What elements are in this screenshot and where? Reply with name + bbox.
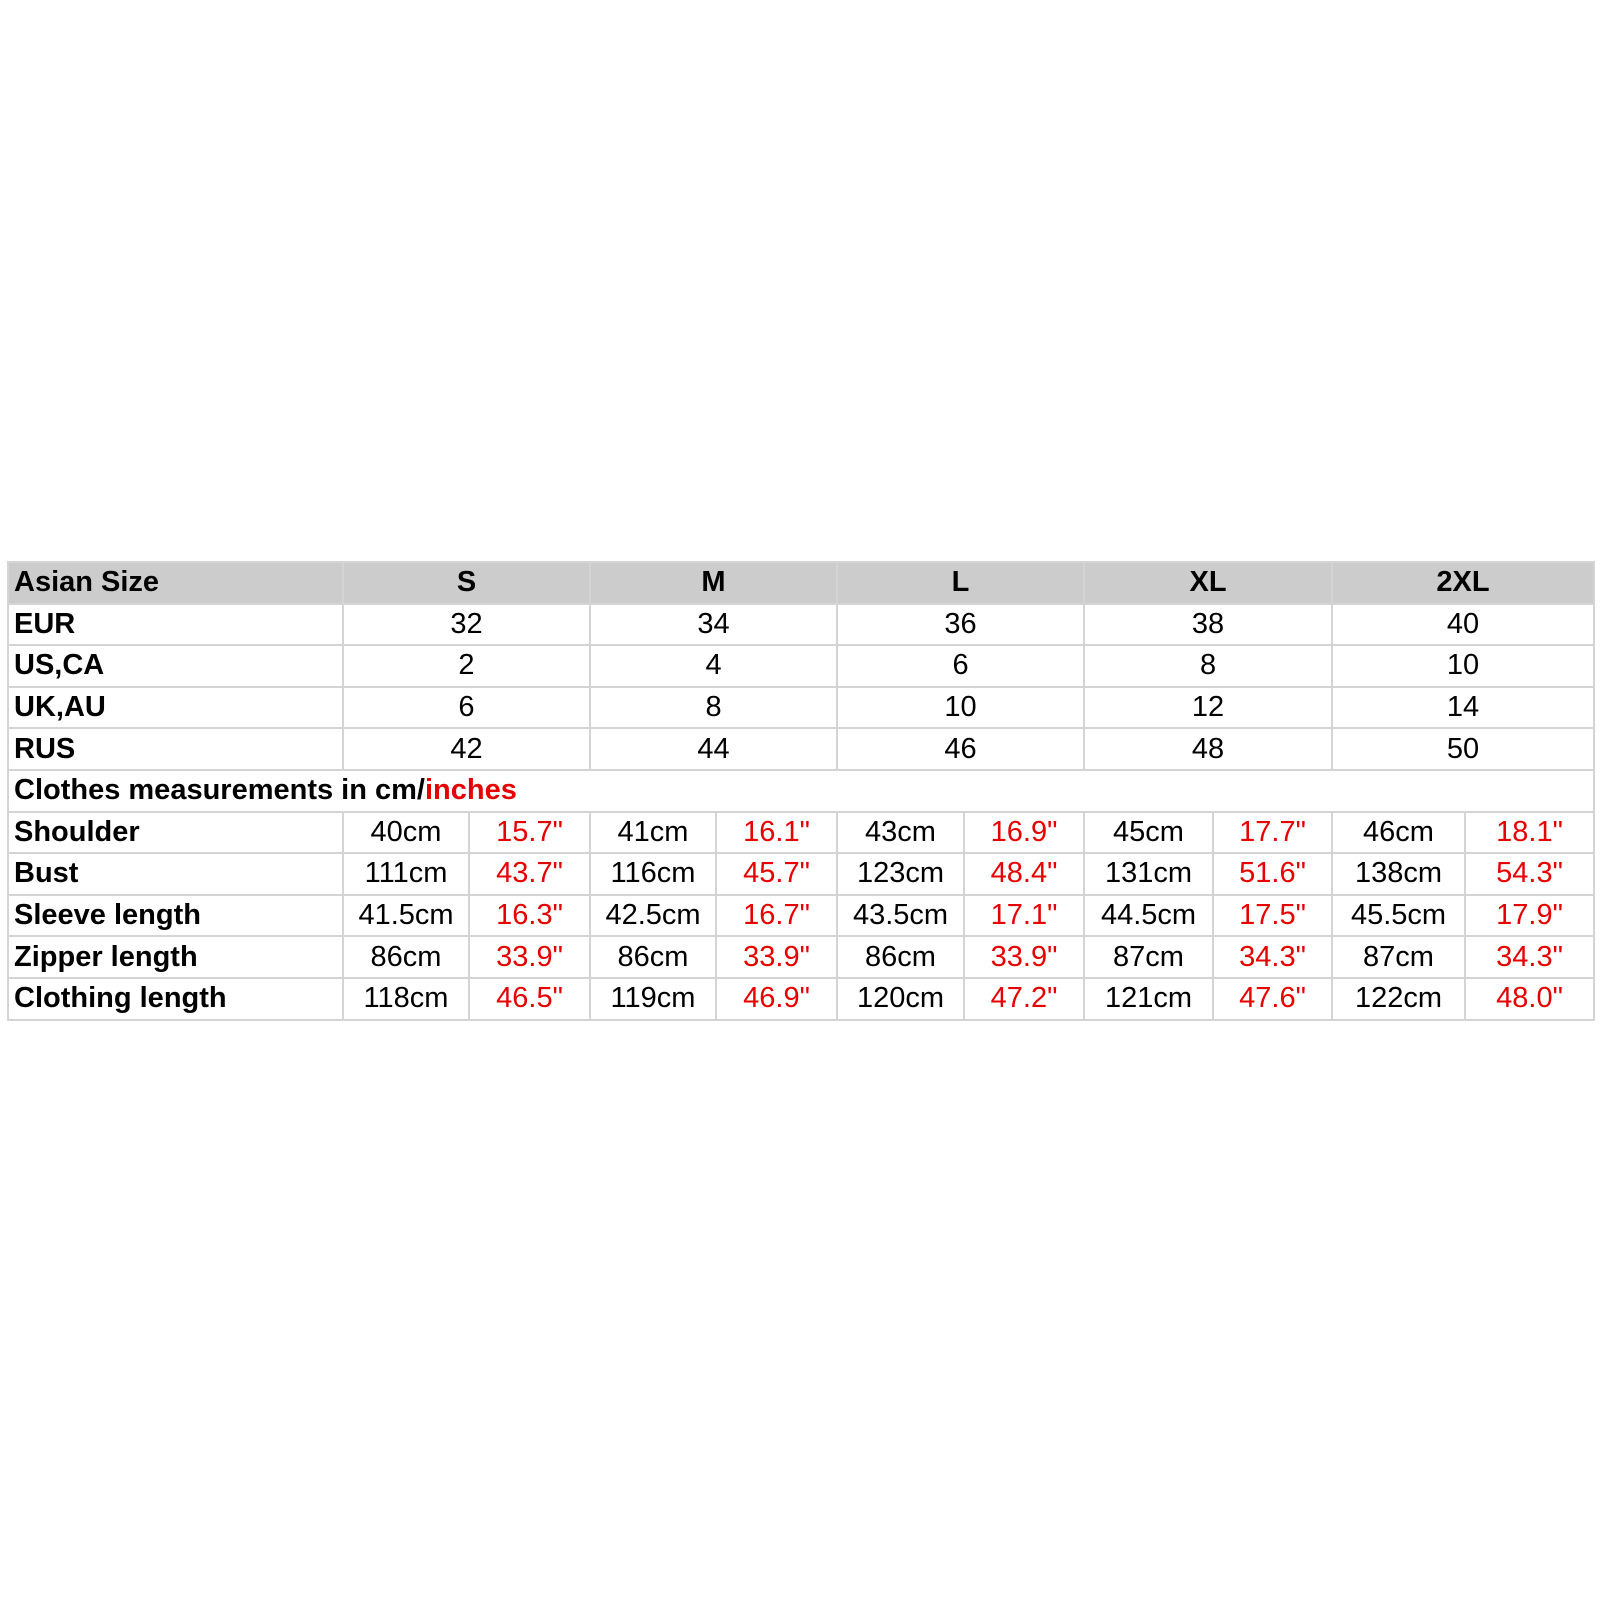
clothing-length-label: Clothing length <box>8 978 343 1020</box>
shoulder-s-inches: 15.7" <box>469 812 590 854</box>
sleeve-length-s-inches: 16.3" <box>469 895 590 937</box>
uk-au-m-cell: 8 <box>590 687 837 729</box>
sleeve-length-l-cm: 43.5cm <box>837 895 964 937</box>
bust-xl-cm: 131cm <box>1084 853 1213 895</box>
asian-size-label: Asian Size <box>8 562 343 604</box>
bust-xl-inches: 51.6" <box>1213 853 1332 895</box>
bust-label: Bust <box>8 853 343 895</box>
us-ca-s-cell: 2 <box>343 645 590 687</box>
eur-row <box>8 604 1594 646</box>
size-l-header: L <box>837 562 1084 604</box>
sleeve-length-xl-cm: 44.5cm <box>1084 895 1213 937</box>
zipper-length-2xl-cm: 87cm <box>1332 936 1465 978</box>
size-chart-table <box>7 561 1595 1021</box>
us-ca-2xl-cell: 10 <box>1332 645 1594 687</box>
zipper-length-xl-inches: 34.3" <box>1213 936 1332 978</box>
rus-2xl-cell: 50 <box>1332 728 1594 770</box>
uk-au-l-cell: 10 <box>837 687 1084 729</box>
clothing-length-m-cm: 119cm <box>590 978 716 1020</box>
zipper-length-s-inches: 33.9" <box>469 936 590 978</box>
clothing-length-l-cm: 120cm <box>837 978 964 1020</box>
rus-s-cell: 42 <box>343 728 590 770</box>
zipper-length-l-cm: 86cm <box>837 936 964 978</box>
rus-label: RUS <box>8 728 343 770</box>
size-header-row <box>8 562 1594 604</box>
measurements-title <box>8 770 1594 812</box>
eur-2xl-cell: 40 <box>1332 604 1594 646</box>
clothing-length-2xl-cm: 122cm <box>1332 978 1465 1020</box>
sleeve-length-2xl-inches: 17.9" <box>1465 895 1594 937</box>
sleeve-length-l-inches: 17.1" <box>964 895 1084 937</box>
bust-l-cm: 123cm <box>837 853 964 895</box>
zipper-length-row <box>8 936 1594 978</box>
size-2xl-header: 2XL <box>1332 562 1594 604</box>
shoulder-l-cm: 43cm <box>837 812 964 854</box>
us-ca-label: US,CA <box>8 645 343 687</box>
shoulder-m-cm: 41cm <box>590 812 716 854</box>
uk-au-2xl-cell: 14 <box>1332 687 1594 729</box>
bust-m-cm: 116cm <box>590 853 716 895</box>
measurements-title-row <box>8 770 1594 812</box>
sleeve-length-m-inches: 16.7" <box>716 895 837 937</box>
shoulder-2xl-cm: 46cm <box>1332 812 1465 854</box>
sleeve-length-xl-inches: 17.5" <box>1213 895 1332 937</box>
zipper-length-label: Zipper length <box>8 936 343 978</box>
zipper-length-s-cm: 86cm <box>343 936 469 978</box>
shoulder-label: Shoulder <box>8 812 343 854</box>
eur-xl-cell: 38 <box>1084 604 1332 646</box>
rus-m-cell: 44 <box>590 728 837 770</box>
measurements-title-inches: inches <box>424 774 517 807</box>
uk-au-row <box>8 687 1594 729</box>
us-ca-m-cell: 4 <box>590 645 837 687</box>
bust-2xl-inches: 54.3" <box>1465 853 1594 895</box>
clothing-length-row <box>8 978 1594 1020</box>
shoulder-s-cm: 40cm <box>343 812 469 854</box>
us-ca-xl-cell: 8 <box>1084 645 1332 687</box>
bust-s-inches: 43.7" <box>469 853 590 895</box>
sleeve-length-m-cm: 42.5cm <box>590 895 716 937</box>
clothing-length-xl-cm: 121cm <box>1084 978 1213 1020</box>
shoulder-2xl-inches: 18.1" <box>1465 812 1594 854</box>
shoulder-l-inches: 16.9" <box>964 812 1084 854</box>
eur-m-cell: 34 <box>590 604 837 646</box>
shoulder-xl-cm: 45cm <box>1084 812 1213 854</box>
uk-au-xl-cell: 12 <box>1084 687 1332 729</box>
shoulder-xl-inches: 17.7" <box>1213 812 1332 854</box>
size-s-header: S <box>343 562 590 604</box>
clothing-length-s-cm: 118cm <box>343 978 469 1020</box>
clothing-length-l-inches: 47.2" <box>964 978 1084 1020</box>
eur-label: EUR <box>8 604 343 646</box>
sleeve-length-row <box>8 895 1594 937</box>
bust-m-inches: 45.7" <box>716 853 837 895</box>
rus-xl-cell: 48 <box>1084 728 1332 770</box>
clothing-length-s-inches: 46.5" <box>469 978 590 1020</box>
zipper-length-m-cm: 86cm <box>590 936 716 978</box>
size-m-header: M <box>590 562 837 604</box>
sleeve-length-label: Sleeve length <box>8 895 343 937</box>
eur-l-cell: 36 <box>837 604 1084 646</box>
zipper-length-m-inches: 33.9" <box>716 936 837 978</box>
measurements-title-text: Clothes measurements in cm/ <box>14 774 425 807</box>
zipper-length-xl-cm: 87cm <box>1084 936 1213 978</box>
zipper-length-l-inches: 33.9" <box>964 936 1084 978</box>
shoulder-m-inches: 16.1" <box>716 812 837 854</box>
eur-s-cell: 32 <box>343 604 590 646</box>
rus-row <box>8 728 1594 770</box>
zipper-length-2xl-inches: 34.3" <box>1465 936 1594 978</box>
uk-au-s-cell: 6 <box>343 687 590 729</box>
clothing-length-xl-inches: 47.6" <box>1213 978 1332 1020</box>
uk-au-label: UK,AU <box>8 687 343 729</box>
sleeve-length-2xl-cm: 45.5cm <box>1332 895 1465 937</box>
shoulder-row <box>8 812 1594 854</box>
size-xl-header: XL <box>1084 562 1332 604</box>
us-ca-row <box>8 645 1594 687</box>
bust-2xl-cm: 138cm <box>1332 853 1465 895</box>
bust-l-inches: 48.4" <box>964 853 1084 895</box>
clothing-length-2xl-inches: 48.0" <box>1465 978 1594 1020</box>
sleeve-length-s-cm: 41.5cm <box>343 895 469 937</box>
bust-s-cm: 111cm <box>343 853 469 895</box>
clothing-length-m-inches: 46.9" <box>716 978 837 1020</box>
bust-row <box>8 853 1594 895</box>
rus-l-cell: 46 <box>837 728 1084 770</box>
us-ca-l-cell: 6 <box>837 645 1084 687</box>
